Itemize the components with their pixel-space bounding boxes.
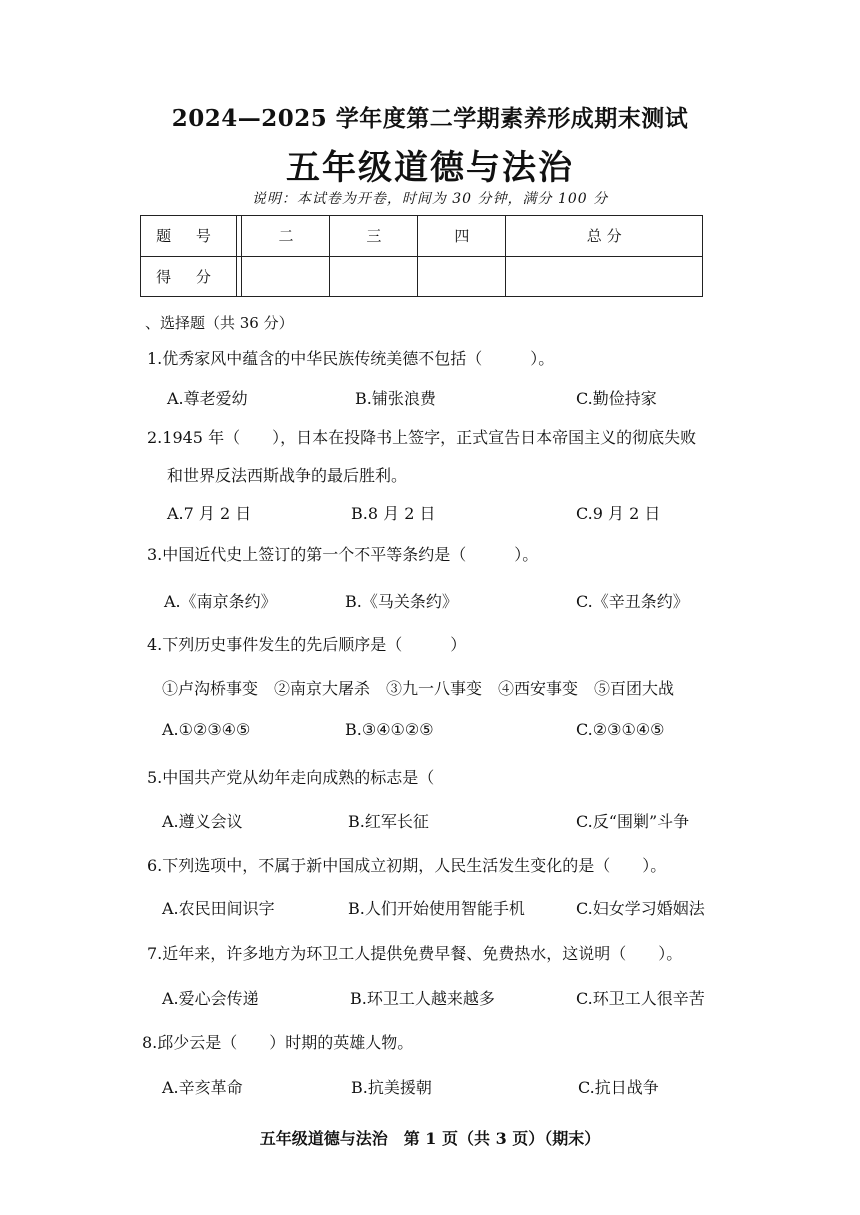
question-events: ①卢沟桥事变 ②南京大屠杀 ③九一八事变 ④西安事变 ⑤百团大战: [162, 679, 675, 698]
question-option: B.③④①②⑤: [345, 720, 434, 739]
question-option: A.尊老爱幼: [167, 389, 248, 408]
score-table-header-row: [141, 216, 703, 257]
question-option: B.《马关条约》: [345, 592, 458, 611]
question-option: C.《辛丑条约》: [576, 592, 689, 611]
score-table-cell: [506, 256, 703, 297]
question-stem-continued: 和世界反法西斯战争的最后胜利。: [167, 466, 408, 485]
score-table-cell: 得 分: [141, 256, 237, 297]
question-option: C.9 月 2 日: [576, 504, 661, 523]
score-table-cell: [418, 256, 506, 297]
score-table-cell: 总 分: [506, 216, 703, 257]
score-table-cell: 三: [330, 216, 418, 257]
exam-title: 2024—2025 学年度第二学期素养形成期末测试: [171, 105, 689, 132]
question-option: C.环卫工人很辛苦: [576, 989, 705, 1008]
question-stem: 5.中国共产党从幼年走向成熟的标志是（: [147, 768, 435, 787]
score-table-cell: 二: [242, 216, 330, 257]
section-title: 、选择题（共 36 分）: [145, 314, 294, 332]
question-stem: 3.中国近代史上签订的第一个不平等条约是（ ）。: [147, 545, 539, 564]
question-option: C.反“围剿”斗争: [576, 812, 690, 831]
question-option: C.妇女学习婚姻法: [576, 899, 705, 918]
score-table-cell: 题 号: [141, 216, 237, 257]
question-option: A.7 月 2 日: [167, 504, 252, 523]
question-option: A.爱心会传递: [162, 989, 259, 1008]
score-table-score-row: [141, 256, 703, 297]
question-stem: 4.下列历史事件发生的先后顺序是（ ）: [147, 635, 467, 654]
question-stem: 1.优秀家风中蕴含的中华民族传统美德不包括（ ）。: [147, 349, 555, 368]
question-option: B.8 月 2 日: [351, 504, 436, 523]
question-option: B.人们开始使用智能手机: [348, 899, 525, 918]
question-option: A.《南京条约》: [164, 592, 277, 611]
question-option: C.抗日战争: [578, 1078, 659, 1097]
question-option: B.红军长征: [348, 812, 429, 831]
question-stem: 6.下列选项中，不属于新中国成立初期，人民生活发生变化的是（ ）。: [147, 856, 667, 875]
subject-title: 五年级道德与法治: [286, 148, 574, 188]
question-stem: 7.近年来，许多地方为环卫工人提供免费早餐、免费热水，这说明（ ）。: [147, 944, 683, 963]
question-stem: 2.1945 年（ ），日本在投降书上签字，正式宣告日本帝国主义的彻底失败: [147, 428, 697, 447]
question-stem: 8.邱少云是（ ）时期的英雄人物。: [142, 1033, 414, 1052]
question-option: B.抗美援朝: [351, 1078, 432, 1097]
score-table-cell: [242, 256, 330, 297]
question-option: A.遵义会议: [162, 812, 243, 831]
question-option: C.②③①④⑤: [576, 720, 665, 739]
question-option: C.勤俭持家: [576, 389, 657, 408]
score-table: [140, 215, 703, 297]
score-table-cell: 四: [418, 216, 506, 257]
question-option: A.农民田间识字: [162, 899, 275, 918]
question-option: B.环卫工人越来越多: [350, 989, 495, 1008]
question-option: A.①②③④⑤: [162, 720, 251, 739]
question-option: B.铺张浪费: [355, 389, 436, 408]
exam-instructions: 说明：本试卷为开卷，时间为 30 分钟，满分 100 分: [251, 191, 609, 207]
question-option: A.辛亥革命: [162, 1078, 243, 1097]
page-footer: 五年级道德与法治 第 1 页（共 3 页）（期末）: [259, 1129, 601, 1148]
score-table-cell: [330, 256, 418, 297]
